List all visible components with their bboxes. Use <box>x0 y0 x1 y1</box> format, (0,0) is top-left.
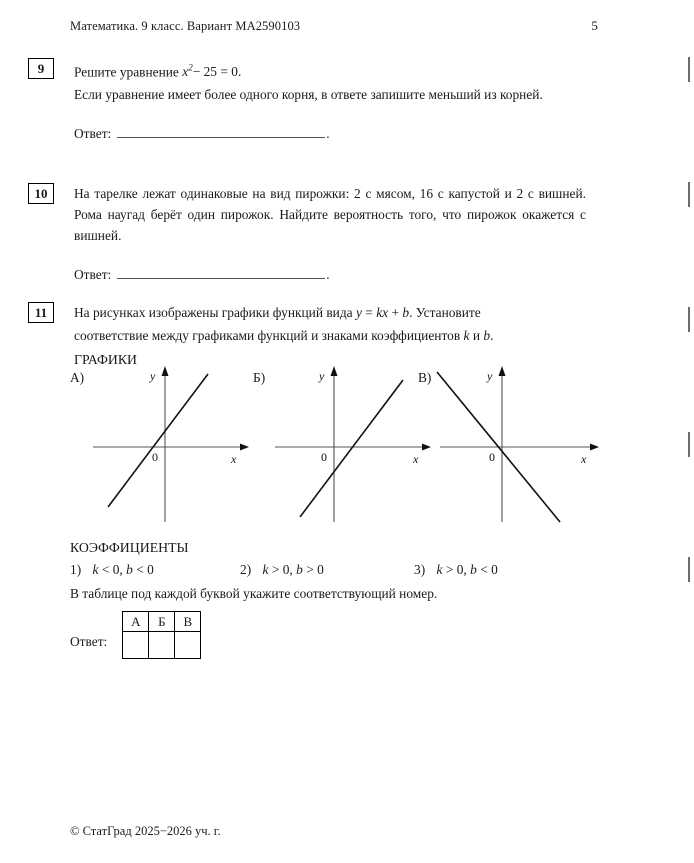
equation-exponent: 2 <box>188 63 193 73</box>
graph-b-y-label: y <box>319 369 325 383</box>
coefficient-2-k: k <box>262 562 269 577</box>
task-11-number: 11 <box>28 302 54 323</box>
coefficient-1-k: k <box>92 562 99 577</box>
conjunction-and: и <box>472 328 480 343</box>
equation-period: . <box>237 64 242 80</box>
task-11-prompt-b: Установите <box>415 305 481 320</box>
formula-b: b <box>402 305 410 320</box>
coefficient-k-symbol: k <box>463 328 470 343</box>
coefficient-option-2 <box>240 562 324 578</box>
graph-a <box>88 362 258 530</box>
graph-a-origin-label: 0 <box>152 450 158 464</box>
task-9-answer-field[interactable] <box>117 124 325 138</box>
task-10-answer-period: . <box>326 267 330 282</box>
formula-period: . <box>409 305 413 320</box>
page-header <box>70 18 598 34</box>
coefficient-2-index: 2) <box>240 562 252 577</box>
coefficient-b-symbol: b <box>483 328 491 343</box>
task-10-body <box>74 183 586 285</box>
coefficient-3-k-relation: > 0, <box>445 562 467 577</box>
task-9-answer-period: . <box>326 126 330 142</box>
task-9-prompt: Решите уравнение <box>74 64 179 80</box>
task-11-body <box>74 302 586 370</box>
task-9 <box>28 58 648 144</box>
page-number: 5 <box>591 18 598 33</box>
formula-y: y <box>355 305 362 320</box>
coefficient-1-b: b <box>126 562 133 577</box>
task-10 <box>28 183 648 285</box>
task-9-number: 9 <box>28 58 54 79</box>
coefficient-2-b: b <box>296 562 303 577</box>
crop-mark-3 <box>688 307 690 332</box>
formula-k: k <box>376 305 383 320</box>
task-10-answer-row <box>74 264 586 285</box>
graph-a-y-label: y <box>150 369 156 383</box>
crop-mark-4 <box>688 432 690 457</box>
coefficient-2-b-relation: > 0 <box>306 562 324 577</box>
task-9-answer-row <box>74 123 586 144</box>
task-11-line-2 <box>74 325 586 346</box>
task-11 <box>28 302 648 370</box>
task-11-prompt-a: На рисунках изображены графики функций вида <box>74 305 353 320</box>
coefficient-3-b: b <box>470 562 477 577</box>
line2-period: . <box>490 328 494 343</box>
task-9-answer-label: Ответ: <box>74 126 112 142</box>
equation-remainder: − 25 = 0 <box>192 64 238 80</box>
graphs-container <box>70 362 630 532</box>
crop-mark-5 <box>688 557 690 582</box>
coefficient-2-k-relation: > 0, <box>271 562 293 577</box>
coefficient-3-index: 3) <box>414 562 426 577</box>
graph-label-v: В) <box>418 370 432 385</box>
answer-table-input-row <box>123 632 201 659</box>
equation-variable: x <box>182 64 189 80</box>
formula-x: x <box>382 305 389 320</box>
graph-v-y-label: y <box>487 369 493 383</box>
coefficient-3-b-relation: < 0 <box>480 562 498 577</box>
graph-b-x-label: x <box>413 452 419 466</box>
task-11-formula <box>356 305 416 320</box>
task-10-text: На тарелке лежат одинаковые на вид пирожки: 2 с мясом, 16 с капустой и 2 с вишней. Рома наугад берёт один пирожок. Найдите вероятность того, что пирожок окажется с вишней. <box>74 186 586 243</box>
task-9-line-2: Если уравнение имеет более одного корня, в ответе запишите меньший из корней. <box>74 87 543 103</box>
answer-table-header-v: В <box>175 612 201 632</box>
answer-cell-a[interactable] <box>123 632 149 659</box>
graph-v-origin-label: 0 <box>489 450 495 464</box>
coefficient-option-1 <box>70 562 154 578</box>
graph-b-origin-label: 0 <box>321 450 327 464</box>
answer-table-header-b: Б <box>149 612 175 632</box>
task-10-number: 10 <box>28 183 54 204</box>
task-9-line-1 <box>74 58 586 82</box>
answer-table-header-a: А <box>123 612 149 632</box>
coefficient-1-k-relation: < 0, <box>101 562 123 577</box>
task-9-body <box>74 58 586 144</box>
coefficient-1-index: 1) <box>70 562 82 577</box>
answer-table-header-row <box>123 612 201 632</box>
task-11-line-1 <box>74 302 586 323</box>
task-10-answer-field[interactable] <box>117 265 325 279</box>
graphs-section-title: ГРАФИКИ <box>74 352 138 367</box>
graph-label-a: А) <box>70 370 85 385</box>
header-title: Математика. 9 класс. Вариант МА2590103 <box>70 19 301 33</box>
graph-b <box>270 362 440 530</box>
graph-v <box>435 362 615 530</box>
instruction-note: В таблице под каждой буквой укажите соответствующий номер. <box>70 586 438 601</box>
coefficient-1-b-relation: < 0 <box>136 562 154 577</box>
task-9-equation <box>182 64 241 79</box>
answer-table-label: Ответ: <box>70 634 108 649</box>
coefficient-option-3 <box>414 562 498 578</box>
page-footer: © СтатГрад 2025−2026 уч. г. <box>70 824 221 838</box>
answer-table <box>122 611 201 659</box>
task-10-answer-label: Ответ: <box>74 267 112 282</box>
graph-a-x-label: x <box>231 452 237 466</box>
task-11-prompt-c: соответствие между графиками функций и знаками коэффициентов <box>74 328 461 343</box>
formula-plus: + <box>391 305 400 320</box>
formula-equals: = <box>365 305 373 320</box>
crop-mark-2 <box>688 182 690 207</box>
answer-table-section <box>70 612 201 658</box>
answer-cell-b[interactable] <box>149 632 175 659</box>
graph-label-b: Б) <box>253 370 266 385</box>
graph-v-x-label: x <box>581 452 587 466</box>
coefficient-3-k: k <box>436 562 443 577</box>
crop-mark-1 <box>688 57 690 82</box>
coefficients-title: КОЭФФИЦИЕНТЫ <box>70 540 189 555</box>
answer-cell-v[interactable] <box>175 632 201 659</box>
